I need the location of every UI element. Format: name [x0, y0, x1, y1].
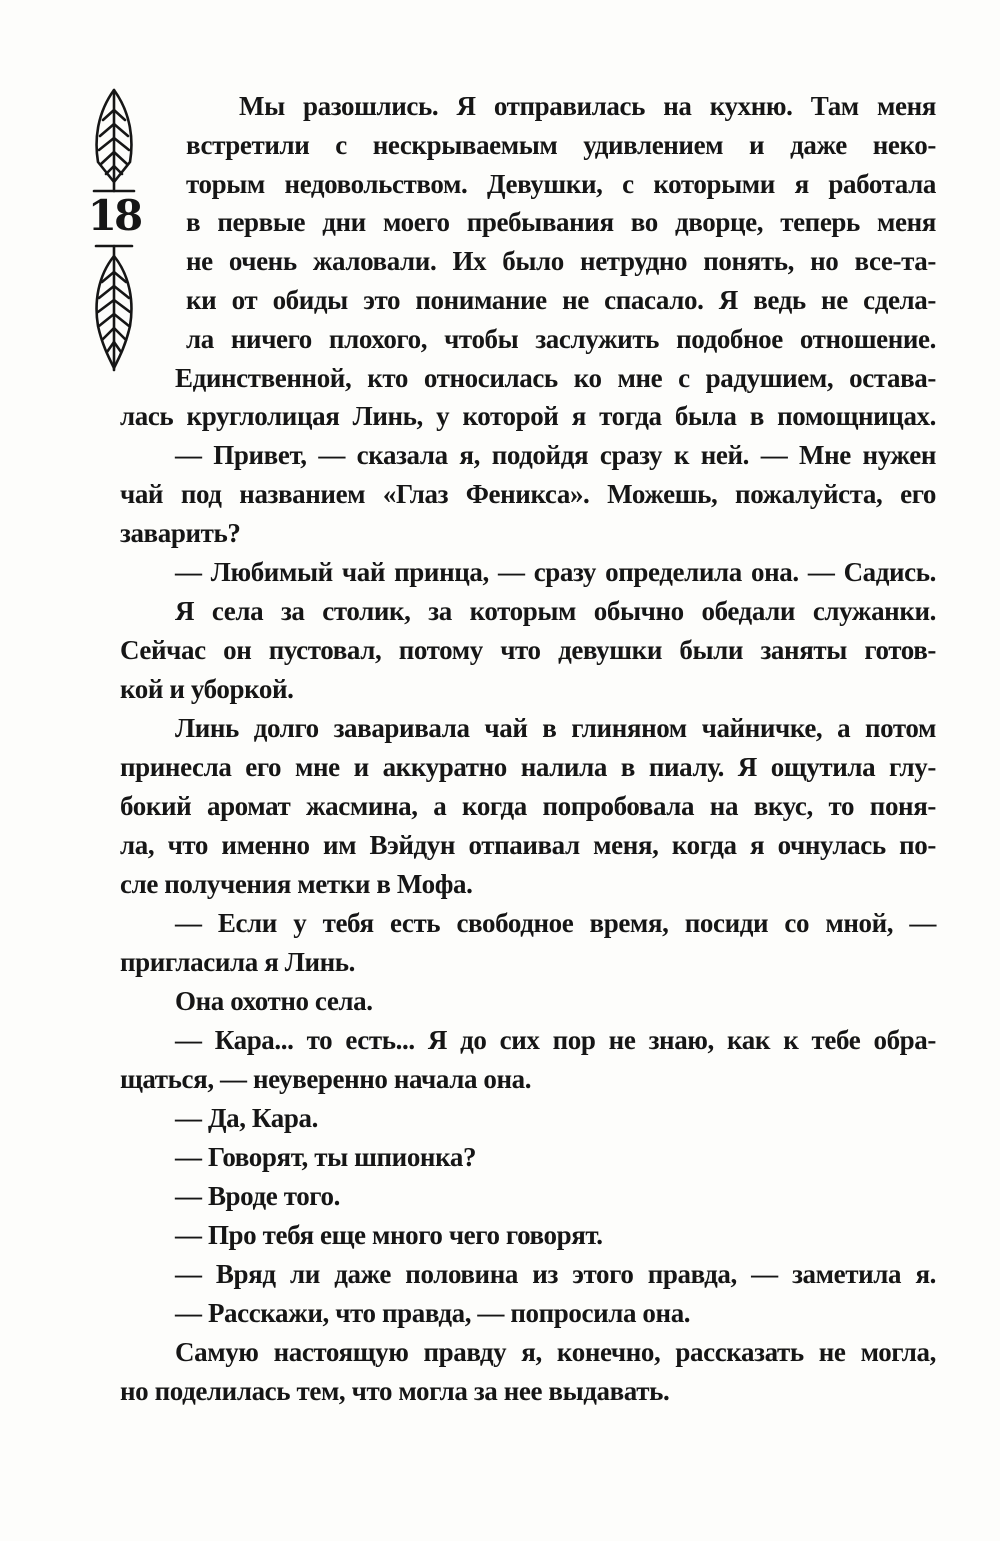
- text-line: — Вряд ли даже половина из этого правда, — заметила я.: [175, 1259, 936, 1289]
- text-line: — Говорят, ты шпионка?: [175, 1142, 477, 1172]
- text-line: встретили с нескрываемым удивлением и даже неко-: [186, 130, 936, 160]
- text-line: Линь долго заваривала чай в глиняном чайничке, а потом: [175, 713, 936, 743]
- text-line: принесла его мне и аккуратно налила в пиалу. Я ощутила глу-: [120, 752, 936, 782]
- text-line: Сейчас он пустовал, потому что девушки были заняты готов-: [120, 635, 936, 665]
- text-line: — Привет, — сказала я, подойдя сразу к ней. — Мне нужен: [175, 440, 936, 470]
- text-line: Мы разошлись. Я отправилась на кухню. Там меня: [239, 91, 936, 121]
- text-line: — Да, Кара.: [175, 1103, 318, 1133]
- text-line: — Кара... то есть... Я до сих пор не знаю, как к тебе обра-: [175, 1025, 936, 1055]
- text-line: щаться, — неуверенно начала она.: [120, 1064, 532, 1094]
- text-line: в первые дни моего пребывания во дворце, теперь меня: [186, 207, 936, 237]
- text-line: — Любимый чай принца, — сразу определила она. — Садись.: [175, 557, 936, 587]
- text-line: ла ничего плохого, чтобы заслужить подобное отношение.: [186, 324, 936, 354]
- text-line: бокий аромат жасмина, а когда попробовала на вкус, то поня-: [120, 791, 936, 821]
- text-line: — Расскажи, что правда, — попросила она.: [175, 1298, 691, 1328]
- text-line: заварить?: [120, 518, 241, 548]
- text-line: чай под названием «Глаз Феникса». Можешь, пожалуйста, его: [120, 479, 936, 509]
- text-line: — Про тебя еще много чего говорят.: [175, 1220, 603, 1250]
- text-line: не очень жаловали. Их было нетрудно понять, но все-та-: [186, 246, 936, 276]
- text-line: но поделилась тем, что могла за нее выдавать.: [120, 1376, 670, 1406]
- text-line: сле получения метки в Мофа.: [120, 869, 473, 899]
- text-line: пригласила я Линь.: [120, 947, 356, 977]
- text-line: Я села за столик, за которым обычно обедали служанки.: [175, 596, 936, 626]
- page-number-ornament: [84, 88, 144, 373]
- text-line: ла, что именно им Вэйдун отпаивал меня, когда я очнулась по-: [120, 830, 936, 860]
- text-line: торым недовольством. Девушки, с которыми я работала: [186, 169, 936, 199]
- text-line: кой и уборкой.: [120, 674, 294, 704]
- text-line: Единственной, кто относилась ко мне с радушием, остава-: [175, 363, 936, 393]
- page-number: 18: [87, 191, 141, 240]
- text-line: ки от обиды это понимание не спасало. Я ведь не сдела-: [186, 285, 936, 315]
- text-line: — Вроде того.: [175, 1181, 340, 1211]
- text-line: Она охотно села.: [175, 986, 373, 1016]
- text-line: лась круглолицая Линь, у которой я тогда была в помощницах.: [120, 401, 936, 431]
- text-line: — Если у тебя есть свободное время, посиди со мной, —: [175, 908, 936, 938]
- text-line: Самую настоящую правду я, конечно, рассказать не могла,: [175, 1337, 936, 1367]
